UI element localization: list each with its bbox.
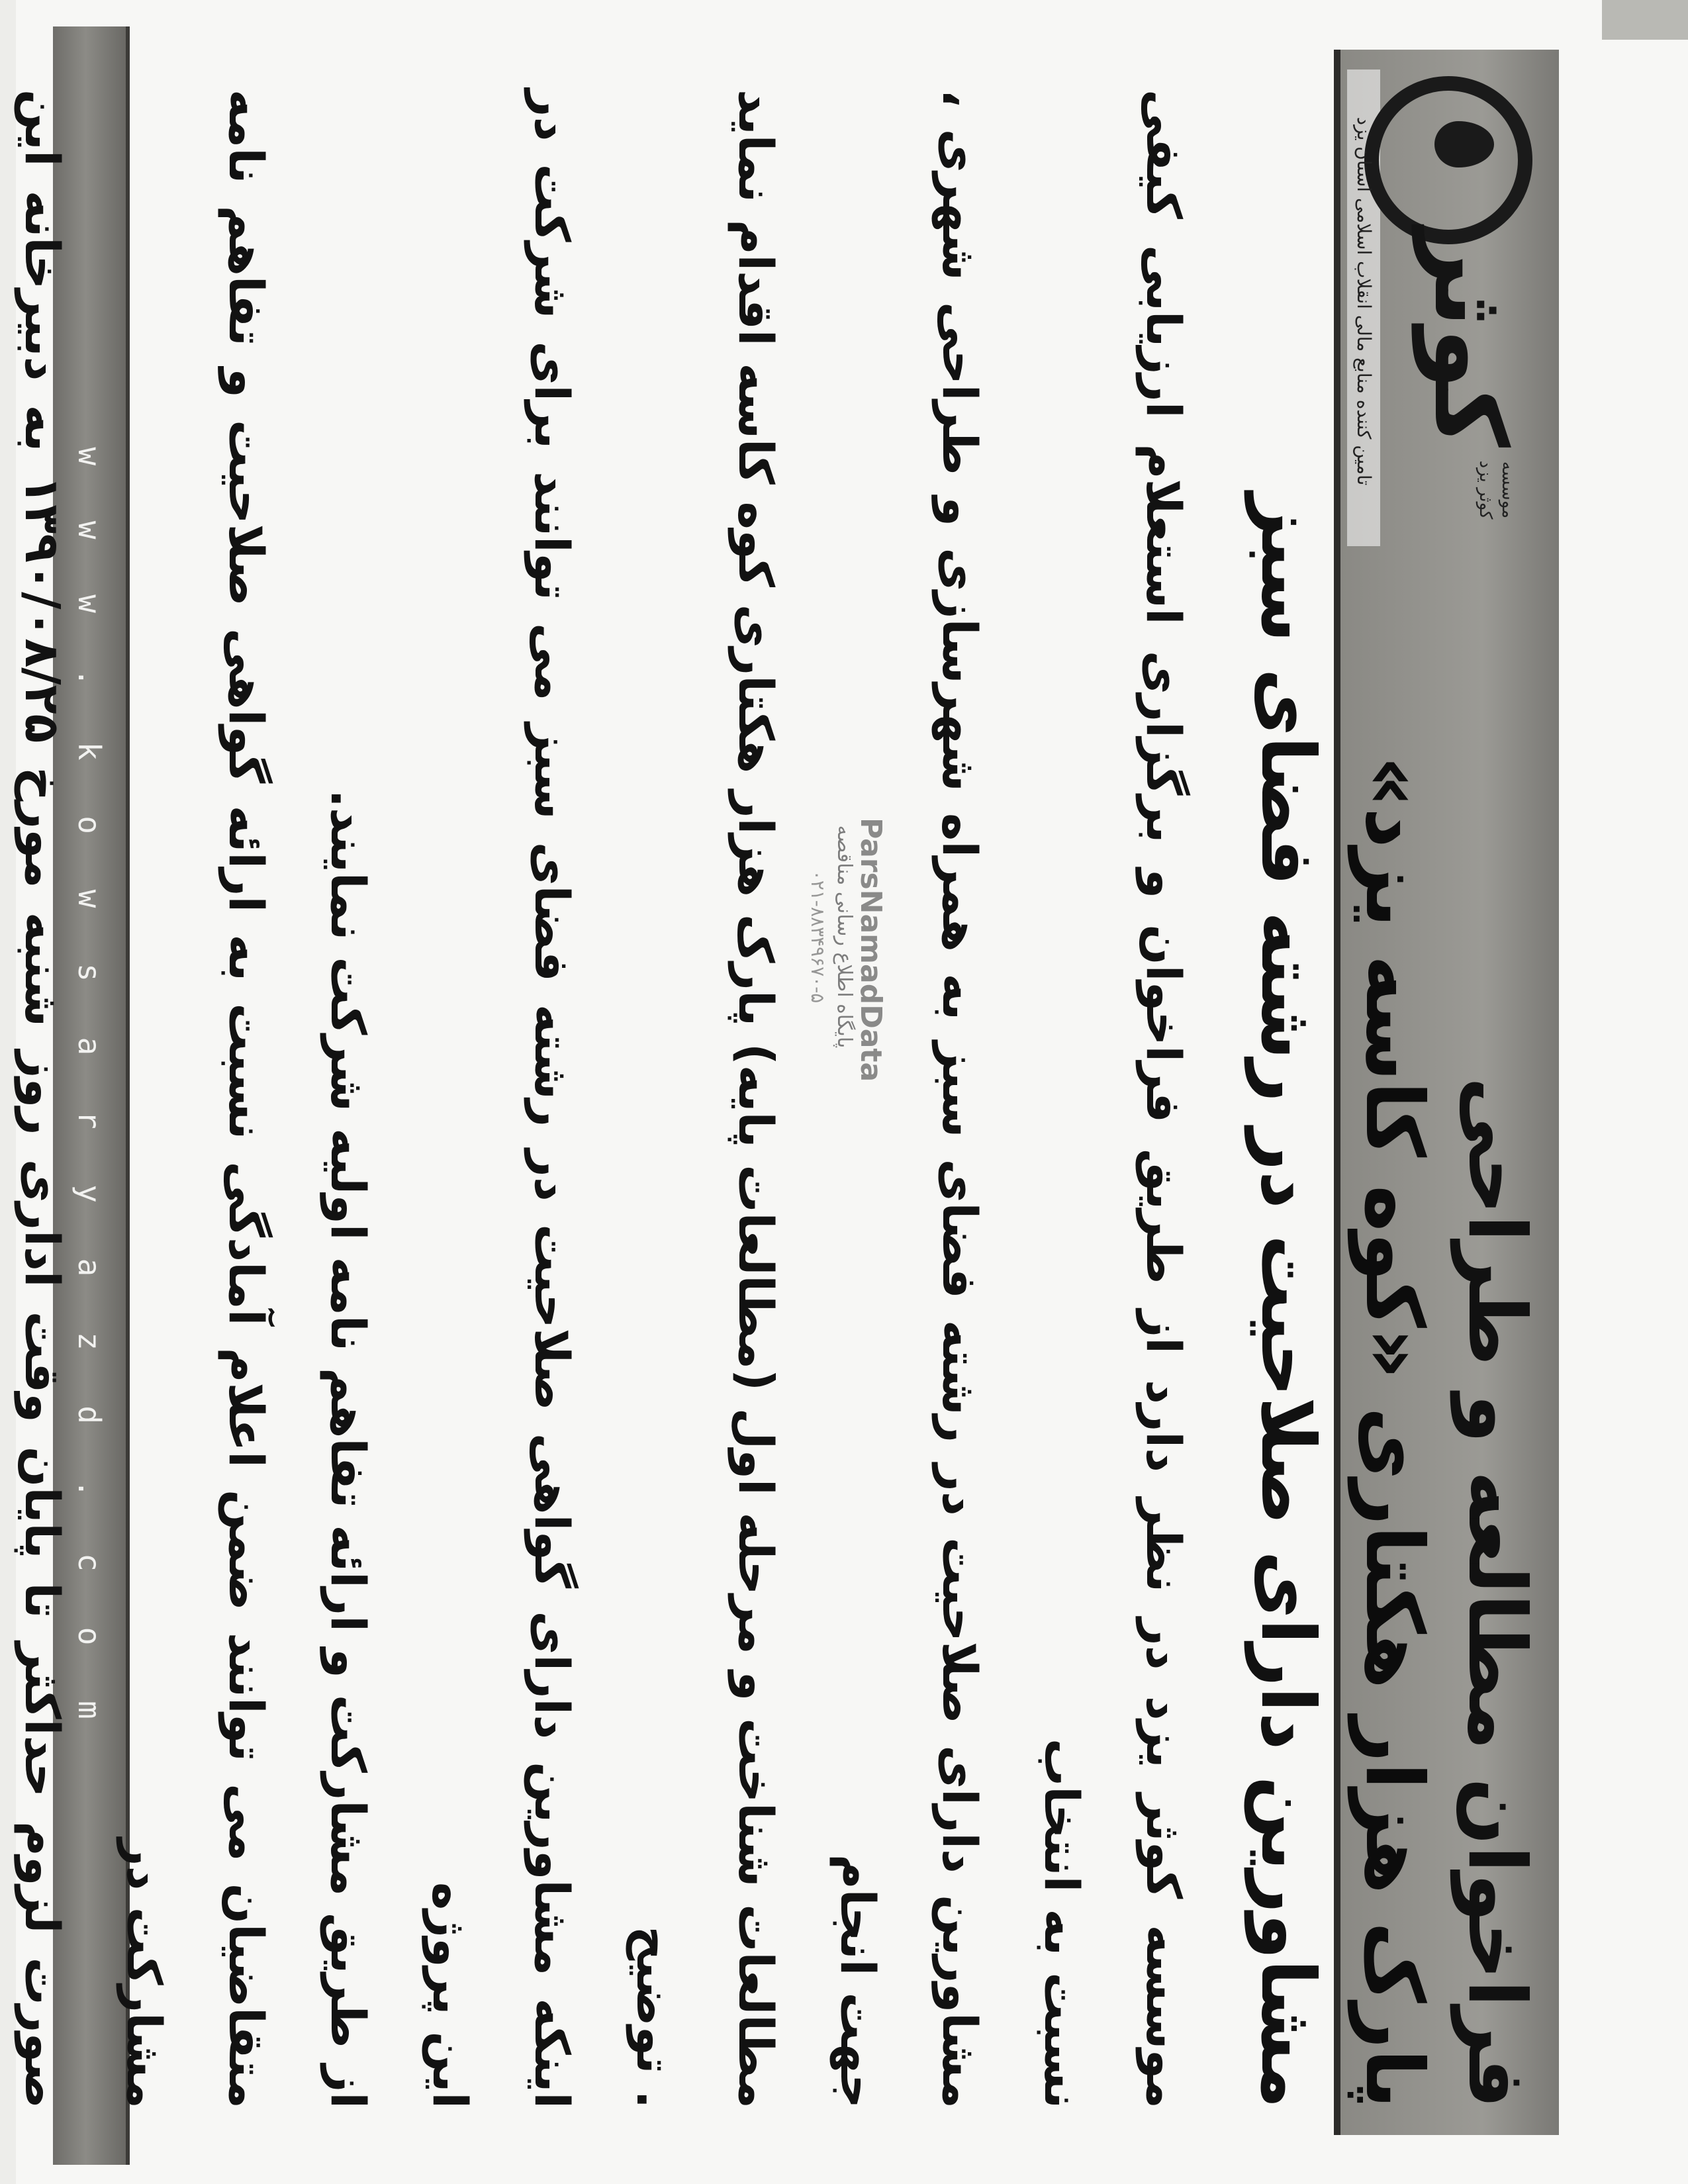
- watermark-stamp: [731, 818, 888, 1082]
- stamp-code: ۰۲۱-۸۸۳۴۹۶۷۰-۵: [807, 870, 829, 1004]
- logo-institute-label: موسسه کوثر یزد: [1476, 460, 1518, 520]
- body-line: از طریق مشارکت و ارائه تفاهم نامه اولیه شرکت نمایند.: [320, 789, 376, 2109]
- kowsar-logo: [1347, 70, 1546, 533]
- headline-line-3: مشاورین دارای صلاحیت در رشته فضای سبز: [1244, 493, 1331, 2109]
- logo-wordmark: کوثر: [1412, 228, 1527, 448]
- body-line: مشاورین دارای صلاحیت در رشته فضای سبز به همراه شهرسازی و طراحی شهری ، جهت انجام: [830, 89, 988, 2109]
- body-line: موسسه کوثر یزد در نظر دارد از طریق فراخوان و برگزاری استعلام ارزیابی کیفی نسبت به انتخاب: [1034, 89, 1192, 2109]
- stamp-brand: ParsNamadData: [854, 818, 888, 1082]
- website-url: w w w . k o w s a r y a z d . c o m: [71, 447, 107, 1738]
- scan-edge: [1602, 0, 1688, 40]
- body-line: متقاضیان می توانند ضمن اعلام آمادگی نسبت به ارائه گواهی صلاحیت و تفاهم نامه مشارکت در: [117, 89, 274, 2109]
- body-line: اینکه مشاورین دارای گواهی صلاحیت در رشته فضای سبز می توانند برای شرکت در این پروژه: [422, 89, 580, 2109]
- body-line: صورت لزوم حداکثر تا پایان وقت اداری روز شنبه مورخ ۱۳۹۰/۰۸/۲۵ به دبیرخانه این: [15, 89, 70, 2109]
- headline-line-1: فراخوان مطالعه و طراحی: [1450, 1076, 1542, 2109]
- stamp-line: پایگاه اطلاع رسانی مناقصه: [833, 825, 856, 1049]
- logo-tagline: تامین کننده منابع مالی انقلاب اسلامی استان یزد: [1353, 117, 1375, 486]
- headline-line-2: پارک هزار هکتاری «کوه کاسه یزد»: [1348, 756, 1440, 2109]
- announcement-body: [0, 89, 1215, 2109]
- body-line: مطالعات شناخت و مرحله اول (مطالعات پایه) پارک هزار هکتاری کوه کاسه اقدام نماید . توضیح: [626, 89, 784, 2109]
